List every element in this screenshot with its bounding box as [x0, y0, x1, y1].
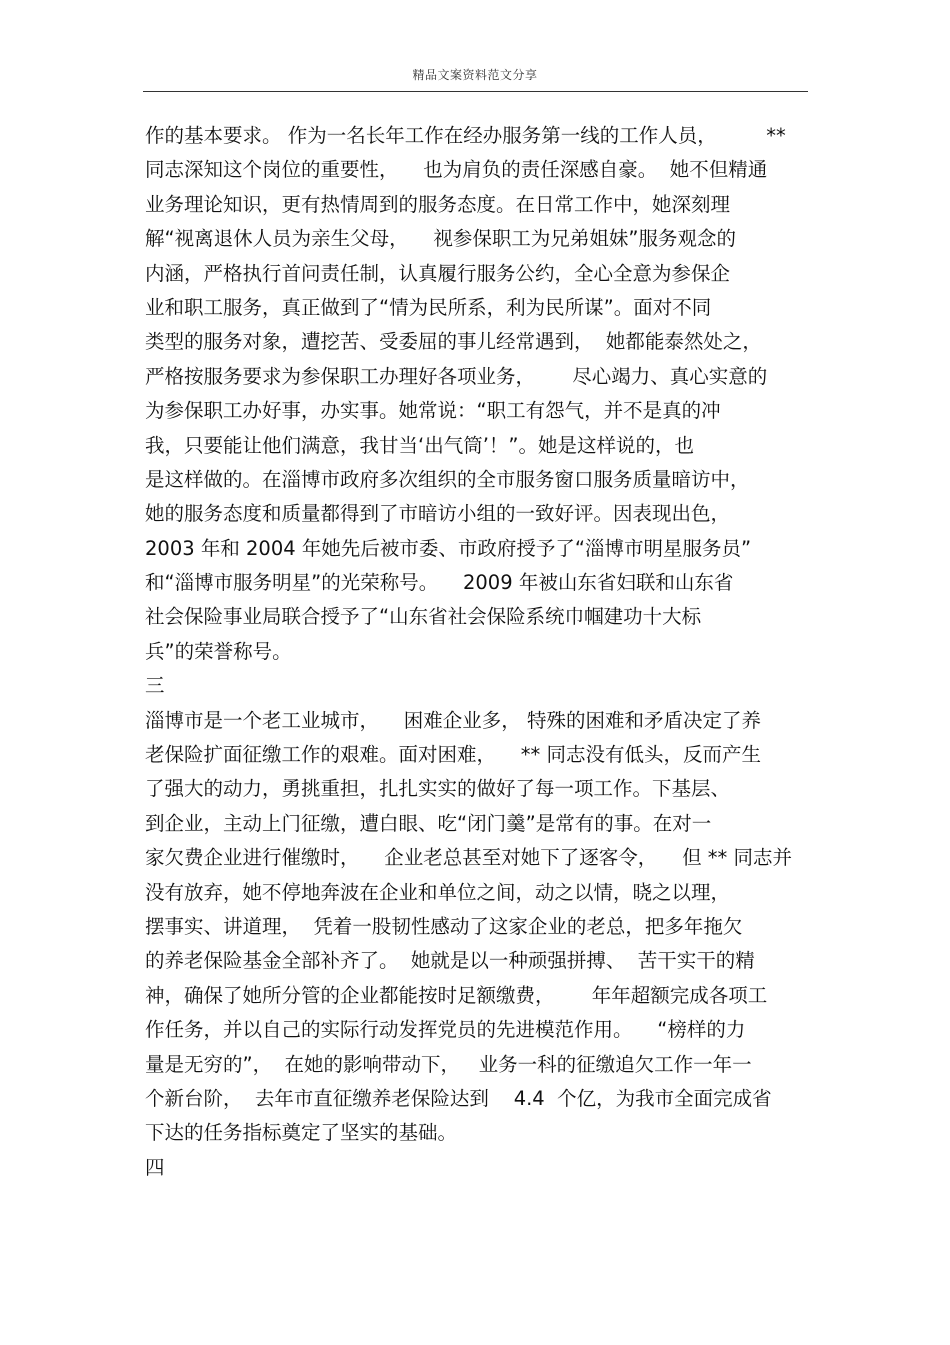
text-line: 三 — [145, 674, 165, 698]
text-line: 个新台阶， 去年市直征缴养老保险达到 4.4 个亿，为我市全面完成省 — [145, 1086, 772, 1110]
header-rule — [143, 91, 808, 92]
text-line: 内涵，严格执行首问责任制，认真履行服务公约，全心全意为参保企 — [145, 261, 731, 285]
text-line: 是这样做的。在淄博市政府多次组织的全市服务窗口服务质量暗访中， — [145, 467, 750, 491]
document-body — [145, 119, 810, 1185]
text-line: 没有放弃，她不停地奔波在企业和单位之间，动之以情，晓之以理， — [145, 880, 731, 904]
text-line: 社会保险事业局联合授予了“山东省社会保险系统巾帼建功十大标 — [145, 605, 702, 629]
text-line: 严格按服务要求为参保职工办理好各项业务， 尽心竭力、真心实意的 — [145, 364, 768, 388]
text-line: 家欠费企业进行催缴时， 企业老总甚至对她下了逐客令， 但 ** 同志并 — [145, 846, 792, 870]
text-line: 类型的服务对象，遭挖苦、受委屈的事儿经常遇到， 她都能泰然处之， — [145, 330, 762, 354]
text-line: 2003 年和 2004 年她先后被市委、市政府授予了“淄博市明星服务员” — [145, 536, 752, 560]
page-header: 精品文案资料范文分享 — [412, 68, 538, 82]
text-line: 摆事实、讲道理， 凭着一股韧性感动了这家企业的老总，把多年拖欠 — [145, 914, 743, 938]
text-line: 作的基本要求。 作为一名长年工作在经办服务第一线的工作人员， ** — [145, 124, 786, 147]
text-line: 神，确保了她所分管的企业都能按时足额缴费， 年年超额完成各项工 — [145, 983, 768, 1007]
text-line: 四 — [145, 1155, 165, 1179]
text-line: 和“淄博市服务明星”的光荣称号。 2009 年被山东省妇联和山东省 — [145, 571, 734, 595]
text-line: 了强大的动力，勇挑重担，扎扎实实的做好了每一项工作。下基层、 — [145, 777, 731, 801]
text-line: 我，只要能让他们满意，我甘当‘出气筒’！”。她是这样说的，也 — [145, 433, 694, 457]
text-line: 业务理论知识，更有热情周到的服务态度。在日常工作中，她深刻理 — [145, 192, 731, 216]
text-line: 到企业，主动上门征缴，遭白眼、吃“闭门羹”是常有的事。在对一 — [145, 811, 712, 835]
text-line: 作任务，并以自己的实际行动发挥党员的先进模范作用。 “榜样的力 — [145, 1018, 746, 1042]
text-line: 同志深知这个岗位的重要性， 也为肩负的责任深感自豪。 她不但精通 — [145, 158, 768, 182]
text-line: 老保险扩面征缴工作的艰难。面对困难， ** 同志没有低头，反而产生 — [145, 743, 761, 767]
text-line: 解“视离退休人员为亲生父母， 视参保职工为兄弟姐妹”服务观念的 — [145, 227, 736, 251]
text-line: 为参保职工办好事，办实事。她常说：“职工有怨气，并不是真的冲 — [145, 399, 721, 423]
text-line: 业和职工服务，真正做到了“情为民所系，利为民所谋”。面对不同 — [145, 295, 712, 319]
text-line: 兵”的荣誉称号。 — [145, 639, 292, 663]
text-line: 量是无穷的”， 在她的影响带动下， 业务一科的征缴追欠工作一年一 — [145, 1052, 752, 1076]
text-line: 的养老保险基金全部补齐了。 她就是以一种顽强拼搏、 苦干实干的精 — [145, 949, 755, 973]
text-line: 她的服务态度和质量都得到了市暗访小组的一致好评。因表现出色， — [145, 502, 731, 526]
text-line: 下达的任务指标奠定了坚实的基础。 — [145, 1121, 458, 1145]
text-line: 淄博市是一个老工业城市， 困难企业多， 特殊的困难和矛盾决定了养 — [145, 708, 761, 732]
